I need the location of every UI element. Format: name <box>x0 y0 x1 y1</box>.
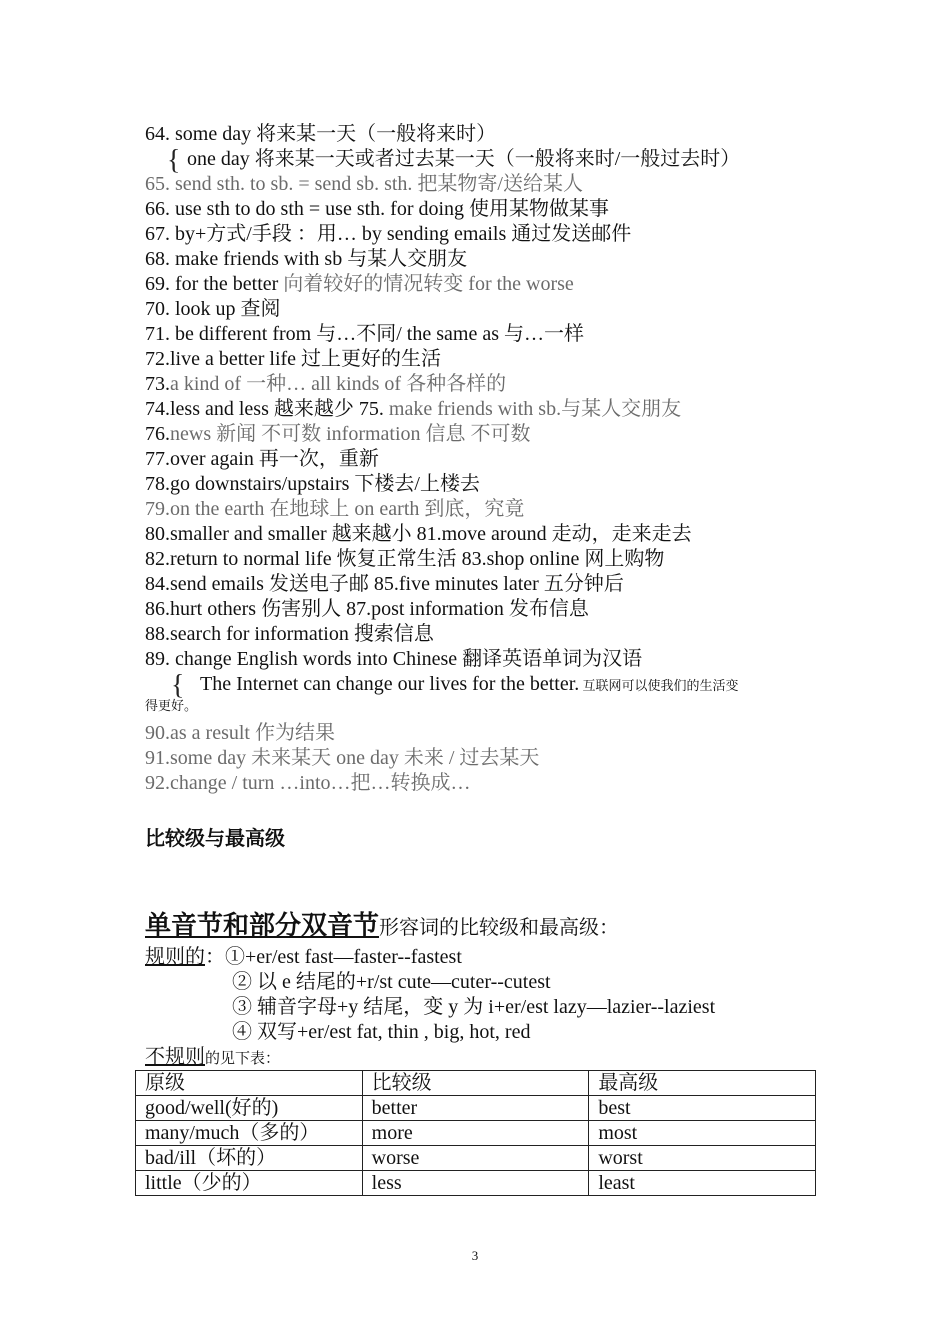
irregular-forms-table <box>135 1070 816 1196</box>
item-89-english: The Internet can change our lives for the better. <box>200 673 580 695</box>
irregular-rest: 的见下表： <box>205 1051 281 1067</box>
irregular-label-line <box>145 1045 280 1072</box>
item-89-continued: 得更好。 <box>145 698 198 713</box>
table-cell: many/much（多的） <box>136 1121 363 1146</box>
item-76-b: news 新闻 不可数 information 信息 不可数 <box>170 423 531 445</box>
item-88: 88.search for information 搜索信息 <box>145 623 434 645</box>
item-79: 79.on the earth 在地球上 on earth 到底，究竟 <box>145 498 525 520</box>
brace-89: { <box>171 670 185 701</box>
item-68: 68. make friends with sb 与某人交朋友 <box>145 248 468 270</box>
brace-64: { <box>167 145 181 176</box>
page-number: 3 <box>471 1248 479 1263</box>
item-82-83: 82.return to normal life 恢复正常生活 83.shop online 网上购物 <box>145 548 665 570</box>
table-header-cell: 最高级 <box>589 1071 816 1096</box>
item-78: 78.go downstairs/upstairs 下楼去/上楼去 <box>145 473 480 495</box>
table-cell: more <box>362 1121 589 1146</box>
rule-regular-1 <box>145 945 462 970</box>
item-89-chinese: 互联网可以使我们的生活变 <box>579 678 739 693</box>
table-cell: most <box>589 1121 816 1146</box>
item-91: 91.some day 未来某天 one day 未来 / 过去某天 <box>145 747 540 769</box>
rule-4: ④ 双写+er/est fat, thin , big, hot, red <box>232 1021 531 1043</box>
rule-3: ③ 辅音字母+y 结尾，变 y 为 i+er/est lazy—lazier--laziest <box>232 996 716 1018</box>
item-66: 66. use sth to do sth = use sth. for doing 使用某物做某事 <box>145 198 610 220</box>
table-cell: best <box>589 1096 816 1121</box>
subsection-heading-bold: 单音节和部分双音节 <box>145 911 380 941</box>
item-84-85: 84.send emails 发送电子邮 85.five minutes later 五分钟后 <box>145 573 624 595</box>
item-90: 90.as a result 作为结果 <box>145 722 335 744</box>
rule-2: ② 以 e 结尾的+r/st cute—cuter--cutest <box>232 971 551 993</box>
irregular-label: 不规则 <box>145 1046 205 1068</box>
table-row <box>136 1121 816 1146</box>
item-70: 70. look up 查阅 <box>145 298 281 320</box>
table-cell: worse <box>362 1146 589 1171</box>
subsection-heading <box>145 905 619 942</box>
subsection-heading-rest: 形容词的比较级和最高级： <box>379 917 620 939</box>
item-71: 71. be different from 与…不同/ the same as 与…一样 <box>145 323 584 345</box>
table-cell: good/well(好的) <box>136 1096 363 1121</box>
item-86-87: 86.hurt others 伤害别人 87.post information 发布信息 <box>145 598 589 620</box>
table-cell: bad/ill（坏的） <box>136 1146 363 1171</box>
item-92: 92.change / turn …into…把…转换成… <box>145 772 471 794</box>
item-64-one-day: one day 将来某一天或者过去某一天（一般将来时/一般过去时） <box>187 148 741 170</box>
item-69-b: 向着较好的情况转变 for the worse <box>283 273 574 295</box>
item-73 <box>145 372 506 397</box>
item-73-b: a kind of 一种… all kinds of 各种各样的 <box>170 373 507 395</box>
table-header-cell: 原级 <box>136 1071 363 1096</box>
table-cell: better <box>362 1096 589 1121</box>
item-73-a: 73. <box>145 373 170 395</box>
table-cell: least <box>589 1171 816 1196</box>
table-cell: less <box>362 1171 589 1196</box>
table-cell: worst <box>589 1146 816 1171</box>
table-header-row <box>136 1071 816 1096</box>
item-89: 89. change English words into Chinese 翻译英语单词为汉语 <box>145 648 643 670</box>
table-row <box>136 1146 816 1171</box>
item-69-a: 69. for the better <box>145 273 284 295</box>
item-77: 77.over again 再一次，重新 <box>145 448 379 470</box>
table-cell: little（少的） <box>136 1171 363 1196</box>
item-65: 65. send sth. to sb. = send sb. sth. 把某物寄/送给某人 <box>145 173 583 195</box>
item-75-b: make friends with sb.与某人交朋友 <box>388 398 682 420</box>
section-heading: 比较级与最高级 <box>145 826 285 850</box>
item-67: 67. by+方式/手段 ：用… by sending emails 通过发送邮件 <box>145 223 632 245</box>
table-row <box>136 1171 816 1196</box>
item-76 <box>145 422 531 447</box>
item-64: 64. some day 将来某一天（一般将来时） <box>145 123 497 145</box>
item-74-a: 74.less and less 越来越少 75. <box>145 398 389 420</box>
item-89-sentence <box>200 672 739 697</box>
table-row <box>136 1096 816 1121</box>
item-72: 72.live a better life 过上更好的生活 <box>145 348 442 370</box>
table-header-cell: 比较级 <box>362 1071 589 1096</box>
item-80-81: 80.smaller and smaller 越来越小 81.move around 走动，走来走去 <box>145 523 692 545</box>
item-74-75 <box>145 397 681 422</box>
item-69 <box>145 272 574 297</box>
rule-1: ①+er/est fast—faster--fastest <box>225 946 462 968</box>
item-76-a: 76. <box>145 423 170 445</box>
rules-label: 规则的 <box>145 946 205 968</box>
rules-colon: ： <box>205 946 225 968</box>
